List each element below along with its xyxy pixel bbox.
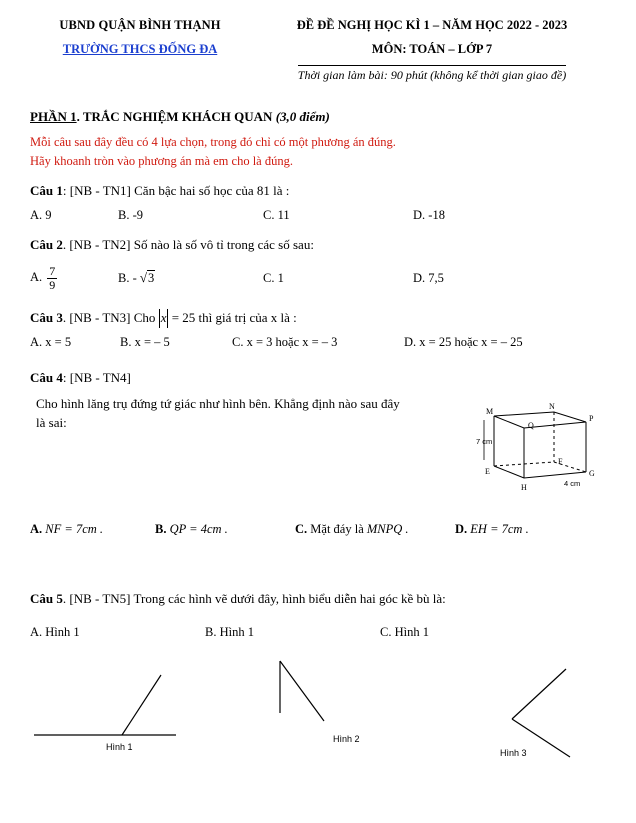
option-3-c-text: x = 3 hoặc x = – 3 <box>246 334 338 349</box>
fraction-seven-ninths <box>47 265 57 291</box>
option-4-d-text: EH = 7cm . <box>470 521 529 536</box>
option-4-c[interactable] <box>295 520 455 538</box>
question-2-label: Câu 2 <box>30 237 63 253</box>
option-2-c[interactable] <box>263 269 413 287</box>
option-5-a-text: Hình 1 <box>45 624 80 639</box>
option-2-d-key: D. <box>413 270 426 285</box>
option-1-c[interactable] <box>263 206 413 224</box>
exam-subject: MÔN: TOÁN – LỚP 7 <box>371 42 493 56</box>
question-4-label: Câu 4 <box>30 370 63 386</box>
option-5-b-text: Hình 1 <box>219 624 254 639</box>
svg-text:E: E <box>485 466 490 476</box>
question-4-line-1: Cho hình lăng trụ đứng tứ giác như hình bên. Khẳng định nào sau đây <box>36 395 400 411</box>
svg-text:F: F <box>558 456 563 466</box>
fraction-denominator: 9 <box>49 277 56 292</box>
sqrt-radicand: 3 <box>148 270 155 285</box>
question-2-options <box>30 265 606 291</box>
option-4-b[interactable] <box>155 520 295 538</box>
question-3-options <box>30 333 606 351</box>
svg-text:4 cm: 4 cm <box>564 478 581 488</box>
option-1-b-text: -9 <box>132 207 144 222</box>
option-3-a[interactable] <box>30 333 120 351</box>
option-3-a-text: x = 5 <box>45 334 72 349</box>
question-1 <box>30 182 606 201</box>
question-2 <box>30 236 606 255</box>
option-3-d-key: D. <box>404 334 417 349</box>
option-3-b-text: x = – 5 <box>134 334 170 349</box>
question-3-label: Câu 3 <box>30 310 63 326</box>
option-4-b-text: QP = 4cm . <box>169 521 228 536</box>
question-4-body <box>30 394 606 504</box>
school-name: TRƯỜNG THCS ĐỐNG ĐA <box>62 42 218 56</box>
option-4-c-text: MNPQ . <box>366 521 409 536</box>
option-3-d[interactable] <box>404 333 523 351</box>
option-4-c-key: C. <box>295 521 308 536</box>
option-2-d[interactable] <box>413 269 533 287</box>
header-right-block <box>254 18 610 84</box>
svg-text:H: H <box>521 482 527 492</box>
option-3-a-key: A. <box>30 334 43 349</box>
option-2-b[interactable] <box>118 269 263 288</box>
question-3-pre: . [NB - TN3] Cho <box>62 310 159 326</box>
option-5-c-key: C. <box>380 624 392 639</box>
option-1-c-text: 11 <box>277 207 290 222</box>
question-1-options <box>30 206 606 224</box>
figure-2-caption: Hình 2 <box>333 734 360 744</box>
prism-figure <box>476 398 606 503</box>
option-4-c-plain: Mặt đáy là <box>310 521 367 536</box>
option-3-d-text: x = 25 hoặc x = – 25 <box>419 334 523 349</box>
svg-text:7 cm: 7 cm <box>476 436 493 446</box>
option-1-d[interactable] <box>413 206 533 224</box>
header-left-block <box>26 18 254 84</box>
option-5-b-key: B. <box>205 624 217 639</box>
figure-3-drawing <box>470 649 610 769</box>
exam-duration: Thời gian làm bài: 90 phút (không kể thời gian giao đề) <box>298 65 566 83</box>
instruction-line-2: Hãy khoanh tròn vào phương án mà em cho là đúng. <box>30 153 293 168</box>
sqrt-icon: √3 <box>139 269 155 285</box>
option-3-b-key: B. <box>120 334 132 349</box>
question-4-statement <box>30 394 506 433</box>
section-name: . TRẮC NGHIỆM KHÁCH QUAN <box>76 109 276 124</box>
svg-text:Q: Q <box>528 420 534 430</box>
instruction-line-1: Mỗi câu sau đây đều có 4 lựa chọn, trong đó chỉ có một phương án đúng. <box>30 134 396 149</box>
question-1-label: Câu 1 <box>30 183 63 199</box>
option-5-b[interactable] <box>205 623 380 641</box>
question-4 <box>30 369 606 388</box>
figure-3-caption: Hình 3 <box>500 748 527 758</box>
svg-text:M: M <box>486 406 494 416</box>
question-5 <box>30 590 606 609</box>
absolute-value-x: x <box>159 309 169 328</box>
question-4-text: : [NB - TN4] <box>62 370 131 386</box>
option-1-a-text: 9 <box>45 207 52 222</box>
option-5-a[interactable] <box>30 623 205 641</box>
question-3-post: = 25 thì giá trị của x là : <box>168 310 297 326</box>
document-header <box>0 0 636 84</box>
option-4-a-key: A. <box>30 521 43 536</box>
question-4-line-2: là sai: <box>36 415 67 431</box>
exam-title: ĐỀ ĐỀ NGHỊ HỌC KÌ 1 – NĂM HỌC 2022 - 2023 <box>296 18 568 32</box>
question-5-text: . [NB - TN5] Trong các hình vẽ dưới đây, hình biểu diễn hai góc kề bù là: <box>62 591 446 607</box>
option-5-c-text: Hình 1 <box>394 624 429 639</box>
svg-text:N: N <box>549 401 555 411</box>
option-2-b-text: - <box>132 270 140 285</box>
option-5-a-key: A. <box>30 624 43 639</box>
option-5-c[interactable] <box>380 623 429 641</box>
option-2-a[interactable] <box>30 265 118 291</box>
option-1-a[interactable] <box>30 206 118 224</box>
section-label: PHẦN 1 <box>30 109 77 124</box>
district-name: UBND QUẬN BÌNH THẠNH <box>59 18 221 32</box>
option-2-c-key: C. <box>263 270 275 285</box>
document-content <box>0 108 636 767</box>
question-1-text: : [NB - TN1] Căn bậc hai số học của 81 là : <box>62 183 290 199</box>
option-4-b-key: B. <box>155 521 167 536</box>
figure-1-caption: Hình 1 <box>106 742 133 752</box>
fraction-numerator: 7 <box>49 263 56 278</box>
option-3-b[interactable] <box>120 333 232 351</box>
question-3 <box>30 309 606 328</box>
option-4-d[interactable] <box>455 520 529 538</box>
option-1-c-key: C. <box>263 207 275 222</box>
option-1-b[interactable] <box>118 206 263 224</box>
option-4-a[interactable] <box>30 520 155 538</box>
option-1-d-text: -18 <box>428 207 445 222</box>
question-2-text: . [NB - TN2] Số nào là số vô tỉ trong các số sau: <box>62 237 314 253</box>
option-4-a-text: NF = 7cm . <box>45 521 104 536</box>
section-heading <box>30 108 606 127</box>
question-5-options <box>30 623 606 641</box>
option-2-c-text: 1 <box>277 270 284 285</box>
option-1-d-key: D. <box>413 207 426 222</box>
option-1-b-key: B. <box>118 207 130 222</box>
option-2-b-key: B. <box>118 270 130 285</box>
svg-text:P: P <box>589 413 594 423</box>
svg-text:G: G <box>589 468 595 478</box>
question-5-label: Câu 5 <box>30 591 63 607</box>
option-3-c-key: C. <box>232 334 244 349</box>
option-2-d-text: 7,5 <box>428 270 444 285</box>
option-4-d-key: D. <box>455 521 468 536</box>
option-1-a-key: A. <box>30 207 43 222</box>
option-3-c[interactable] <box>232 333 404 351</box>
section-points: (3,0 điểm) <box>275 109 330 124</box>
question-5-figures <box>30 647 606 767</box>
option-2-a-key: A. <box>30 269 43 284</box>
question-4-options <box>30 520 606 538</box>
